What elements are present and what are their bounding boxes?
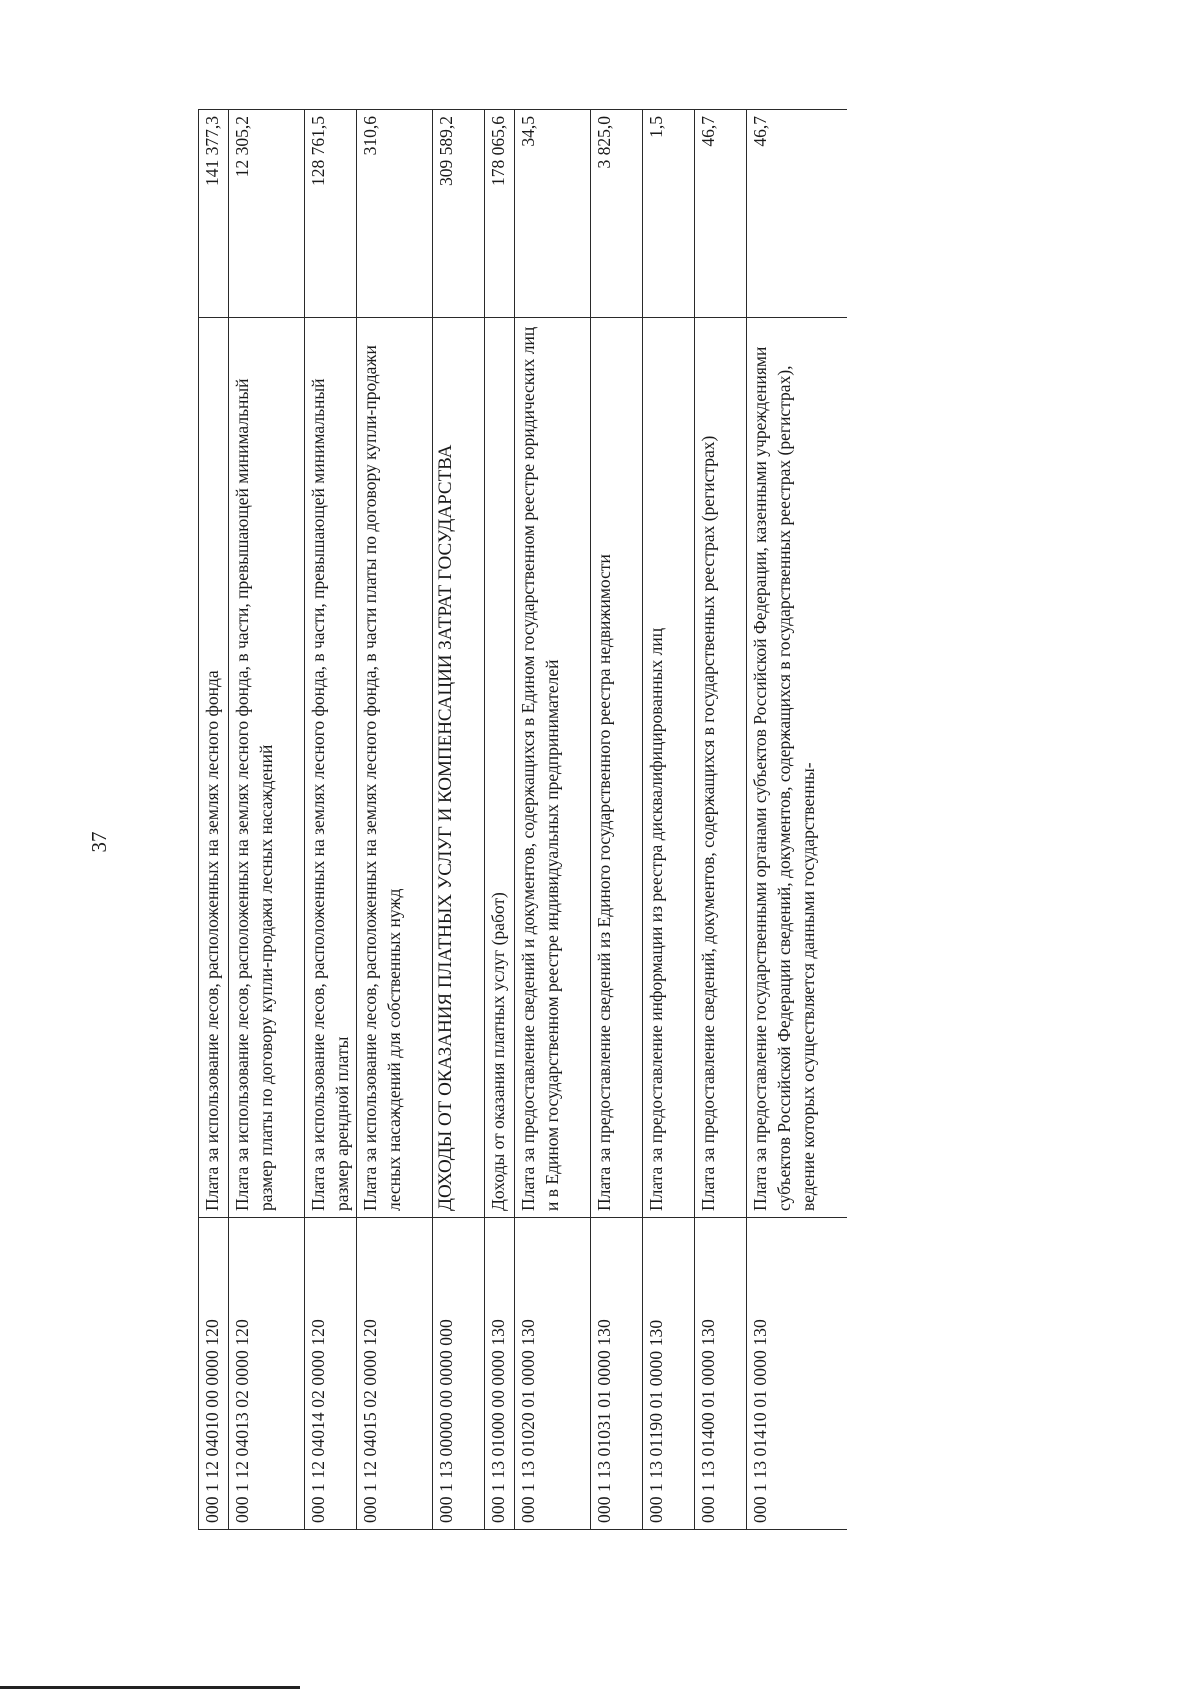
table-row <box>199 110 229 1530</box>
revenue-name-cell: Плата за использование лесов, расположенных на землях лесного фонда, в части, превышающей минимальный размер платы по договору купли-продажи лесных насаждений <box>229 318 305 1218</box>
budget-code-cell: 000 1 13 01190 01 0000 130 <box>643 1218 695 1530</box>
table-row <box>591 110 643 1530</box>
amount-cell: 46,7 <box>695 110 747 318</box>
amount-cell: 310,6 <box>357 110 433 318</box>
table-row <box>515 110 591 1530</box>
budget-revenue-table <box>198 109 847 1530</box>
scan-edge-line <box>0 1686 300 1689</box>
table-row <box>305 110 357 1530</box>
budget-code-cell: 000 1 13 00000 00 0000 000 <box>433 1218 485 1530</box>
revenue-name-cell: Плата за предоставление информации из реестра дисквалифицированных лиц <box>643 318 695 1218</box>
budget-code-cell: 000 1 12 04015 02 0000 120 <box>357 1218 433 1530</box>
amount-cell: 141 377,3 <box>199 110 229 318</box>
table-row <box>433 110 485 1530</box>
table-row <box>747 110 847 1530</box>
table-row <box>357 110 433 1530</box>
revenue-name-cell: Плата за использование лесов, расположенных на землях лесного фонда, в части платы по договору купли-продажи лесных насаждений для собственных нужд <box>357 318 433 1218</box>
revenue-name-cell: Плата за использование лесов, расположенных на землях лесного фонда <box>199 318 229 1218</box>
budget-code-cell: 000 1 12 04014 02 0000 120 <box>305 1218 357 1530</box>
amount-cell: 309 589,2 <box>433 110 485 318</box>
table-row <box>695 110 747 1530</box>
amount-cell: 128 761,5 <box>305 110 357 318</box>
budget-code-cell: 000 1 13 01400 01 0000 130 <box>695 1218 747 1530</box>
budget-code-cell: 000 1 12 04010 00 0000 120 <box>199 1218 229 1530</box>
amount-cell: 12 305,2 <box>229 110 305 318</box>
revenue-name-cell: Плата за предоставление государственными органами субъектов Российской Федерации, казенными учреждениями субъектов Российской Федерации сведений, документов, содержащихся в государственных реестрах (регистрах), ведение которых осуществляется данными государственны- <box>747 318 847 1218</box>
amount-cell: 1,5 <box>643 110 695 318</box>
revenue-name-cell: Доходы от оказания платных услуг (работ) <box>485 318 515 1218</box>
budget-code-cell: 000 1 13 01031 01 0000 130 <box>591 1218 643 1530</box>
table-row <box>229 110 305 1530</box>
amount-cell: 3 825,0 <box>591 110 643 318</box>
budget-code-cell: 000 1 13 01000 00 0000 130 <box>485 1218 515 1530</box>
budget-code-cell: 000 1 13 01020 01 0000 130 <box>515 1218 591 1530</box>
revenue-name-cell: Плата за предоставление сведений из Единого государственного реестра недвижимости <box>591 318 643 1218</box>
budget-code-cell: 000 1 13 01410 01 0000 130 <box>747 1218 847 1530</box>
amount-cell: 34,5 <box>515 110 591 318</box>
table-row <box>485 110 515 1530</box>
amount-cell: 46,7 <box>747 110 847 318</box>
amount-cell: 178 065,6 <box>485 110 515 318</box>
table-row <box>643 110 695 1530</box>
budget-code-cell: 000 1 12 04013 02 0000 120 <box>229 1218 305 1530</box>
page-number: 37 <box>87 831 111 853</box>
revenue-name-cell: Плата за предоставление сведений, документов, содержащихся в государственных реестрах (регистрах) <box>695 318 747 1218</box>
revenue-name-cell: Плата за предоставление сведений и документов, содержащихся в Едином государственном реестре юридических лиц и в Едином государственном реестре индивидуальных предпринимателей <box>515 318 591 1218</box>
revenue-name-cell: Плата за использование лесов, расположенных на землях лесного фонда, в части, превышающей минимальный размер арендной платы <box>305 318 357 1218</box>
revenue-section-heading-cell: ДОХОДЫ ОТ ОКАЗАНИЯ ПЛАТНЫХ УСЛУГ И КОМПЕНСАЦИИ ЗАТРАТ ГОСУДАРСТВА <box>433 318 485 1218</box>
